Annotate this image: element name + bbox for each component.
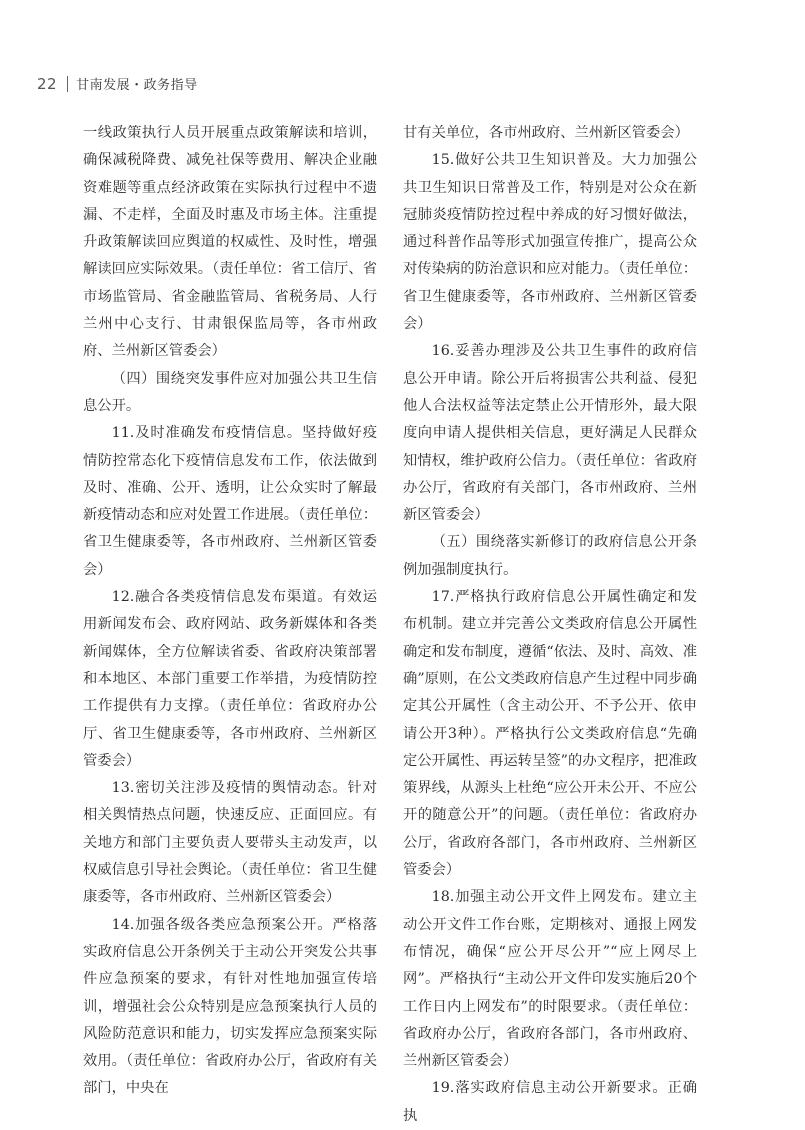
paragraph: 一线政策执行人员开展重点政策解读和培训，确保减税降费、减免社保等费用、解决企业融资难题等重点经济政策在实际执行过程中不遗漏、不走样，全面及时惠及市场主体。注重提升政策解读回应舆道的权威性、及时性，增强解读回应实际效果。（责任单位：省工信厅、省市场监管局、省金融监管局、省税务局、人行兰州中心支行、甘肃银保监局等，各市州政府、兰州新区管委会） (83, 125, 377, 360)
publication-title: 甘南发展・政务指导 (76, 78, 198, 93)
section-heading: （四）围绕突发事件应对加强公共卫生信息公开。 (83, 370, 377, 414)
paragraph: 13.密切关注涉及疫情的舆情动态。针对相关舆情热点问题，快速反应、正面回应。有关地方和部门主要负责人要带头主动发声，以权威信息引导社会舆论。（责任单位：省卫生健康委等，各市州政府、兰州新区管委会） (83, 780, 377, 906)
paragraph: 14.加强各级各类应急预案公开。严格落实政府信息公开条例关于主动公开突发公共事件应急预案的要求，有针对性地加强宣传培训，增强社会公众特别是应急预案执行人员的风险防范意识和能力，切实发挥应急预案实际效用。（责任单位：省政府办公厅，省政府有关部门，中央在 (83, 916, 377, 1097)
header-divider (67, 76, 68, 92)
paragraph: 甘有关单位，各市州政府、兰州新区管委会） (403, 125, 689, 141)
paragraph: 15.做好公共卫生知识普及。大力加强公共卫生知识日常普及工作，特别是对公众在新冠肺炎疫情防控过程中养成的好习惯好做法，通过科普作品等形式加强宣传推广，提高公众对传染病的防治意识和应对能力。（责任单位：省卫生健康委等，各市州政府、兰州新区管委会） (403, 152, 697, 333)
paragraph: 16.妥善办理涉及公共卫生事件的政府信息公开申请。除公开后将损害公共利益、侵犯他人合法权益等法定禁止公开情形外，最大限度向申请人提供相关信息，更好满足人民群众知情权，维护政府公信力。（责任单位：省政府办公厅，省政府有关部门，各市州政府、兰州新区管委会） (403, 343, 697, 524)
right-column (403, 120, 697, 1130)
left-column (83, 120, 377, 1103)
paragraph: 18.加强主动公开文件上网发布。建立主动公开文件工作台账，定期核对、通报上网发布情况，确保“应公开尽公开”“应上网尽上网”。严格执行“主动公开文件印发实施后20个工作日内上网发布”的时限要求。（责任单位：省政府办公厅，省政府各部门，各市州政府、兰州新区管委会） (403, 889, 697, 1070)
paragraph: 11.及时准确发布疫情信息。坚持做好疫情防控常态化下疫情信息发布工作，依法做到及时、准确、公开、透明，让公众实时了解最新疫情动态和应对处置工作进展。（责任单位：省卫生健康委等，各市州政府、兰州新区管委会） (83, 425, 377, 578)
page-header (37, 74, 198, 93)
section-heading: （五）围绕落实新修订的政府信息公开条例加强制度执行。 (403, 534, 697, 578)
paragraph: 12.融合各类疫情信息发布渠道。有效运用新闻发布会、政府网站、政务新媒体和各类新闻媒体，全方位解读省委、省政府决策部署和本地区、本部门重要工作举措，为疫情防控工作提供有力支撑。（责任单位：省政府办公厅、省卫生健康委等，各市州政府、兰州新区管委会） (83, 589, 377, 769)
paragraph: 19.落实政府信息主动公开新要求。正确执 (403, 1080, 697, 1124)
paragraph: 17.严格执行政府信息公开属性确定和发布机制。建立并完善公文类政府信息公开属性确定和发布制度，遵循“依法、及时、高效、准确”原则，在公文类政府信息产生过程中同步确定其公开属性（含主动公开、不予公开、依申请公开3种）。严格执行公文类政府信息“先确定公开属性、再运转呈签”的办文程序，把准政策界线，从源头上杜绝“应公开未公开、不应公开的随意公开”的问题。（责任单位：省政府办公厅，省政府各部门，各市州政府、兰州新区管委会） (403, 589, 697, 879)
page-number: 22 (37, 74, 58, 93)
